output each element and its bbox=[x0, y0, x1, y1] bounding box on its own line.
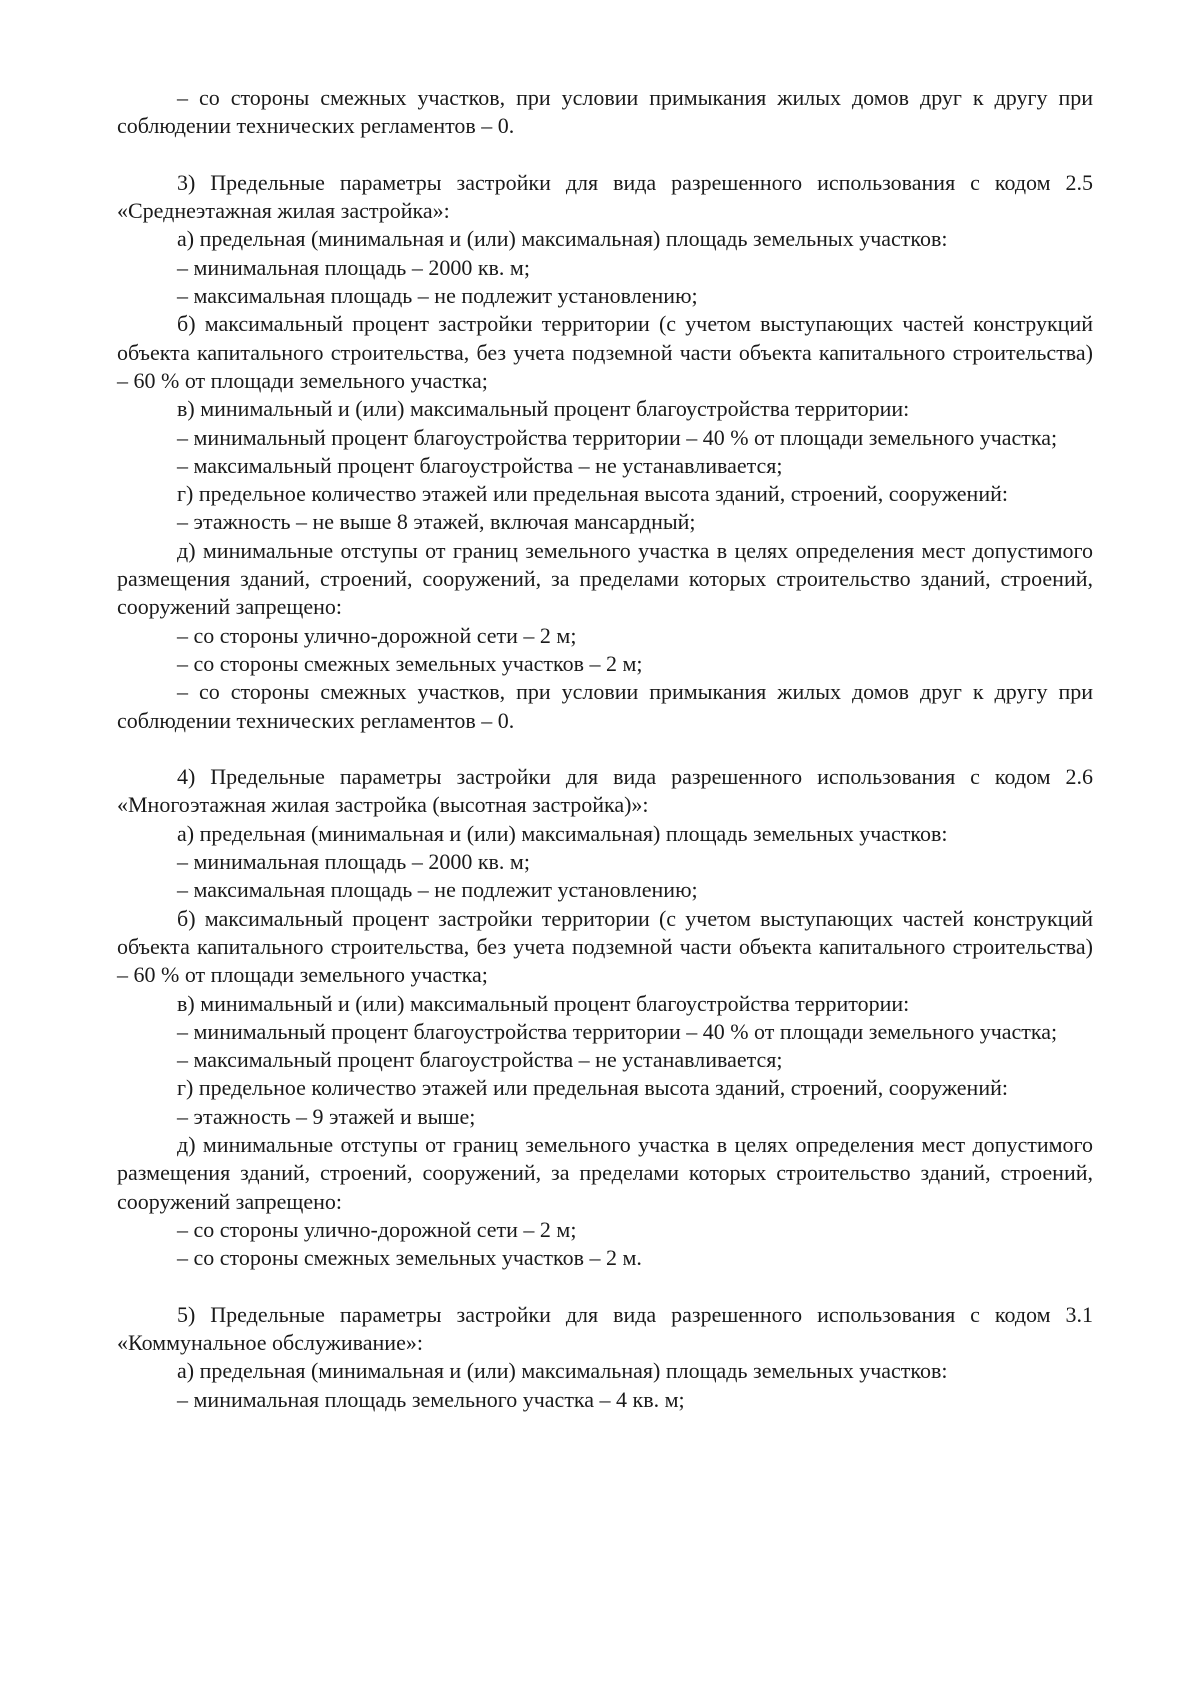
paragraph: в) минимальный и (или) максимальный процент благоустройства территории: bbox=[177, 396, 910, 422]
paragraph: – со стороны смежных участков, при условии примыкания жилых домов друг к другу при соблюдении технических регламентов – 0. bbox=[117, 85, 1093, 139]
paragraph-spacer bbox=[117, 735, 1093, 763]
paragraph: 3) Предельные параметры застройки для вида разрешенного использования с кодом 2.5 «Среднеэтажная жилая застройка»: bbox=[117, 169, 1093, 224]
paragraph: – минимальный процент благоустройства территории – 40 % от площади земельного участка; bbox=[177, 1018, 1058, 1044]
paragraph: – со стороны улично-дорожной сети – 2 м; bbox=[177, 622, 577, 648]
paragraph: – минимальный процент благоустройства территории – 40 % от площади земельного участка; bbox=[177, 424, 1058, 450]
paragraph: а) предельная (минимальная и (или) максимальная) площадь земельных участков: bbox=[177, 226, 948, 252]
paragraph: а) предельная (минимальная и (или) максимальная) площадь земельных участков: bbox=[177, 820, 948, 846]
paragraph: в) минимальный и (или) максимальный процент благоустройства территории: bbox=[177, 990, 910, 1016]
paragraph: а) предельная (минимальная и (или) максимальная) площадь земельных участков: bbox=[177, 1358, 948, 1384]
paragraph-spacer bbox=[117, 141, 1093, 169]
paragraph: – максимальная площадь – не подлежит установлению; bbox=[177, 877, 698, 903]
document-body bbox=[117, 84, 1093, 1414]
paragraph: г) предельное количество этажей или предельная высота зданий, строений, сооружений: bbox=[177, 481, 1008, 507]
paragraph: – этажность – 9 этажей и выше; bbox=[177, 1103, 476, 1129]
paragraph: – максимальная площадь – не подлежит установлению; bbox=[177, 283, 698, 309]
paragraph: – со стороны смежных участков, при условии примыкания жилых домов друг к другу при соблюдении технических регламентов – 0. bbox=[117, 679, 1093, 733]
paragraph: б) максимальный процент застройки территории (с учетом выступающих частей конструкций объекта капитального строительства, без учета подземной части объекта капитального строительства) – 60 % от площади земельного участка; bbox=[117, 311, 1093, 393]
paragraph: – максимальный процент благоустройства – не устанавливается; bbox=[177, 1047, 783, 1073]
paragraph: – со стороны улично-дорожной сети – 2 м; bbox=[177, 1216, 577, 1242]
paragraph: – со стороны смежных земельных участков – 2 м; bbox=[177, 650, 643, 676]
paragraph: – минимальная площадь земельного участка – 4 кв. м; bbox=[177, 1386, 685, 1412]
document-page bbox=[117, 84, 1093, 1414]
paragraph: 4) Предельные параметры застройки для вида разрешенного использования с кодом 2.6 «Многоэтажная жилая застройка (высотная застройка)»: bbox=[117, 764, 1093, 818]
paragraph-spacer bbox=[117, 1272, 1093, 1300]
paragraph: г) предельное количество этажей или предельная высота зданий, строений, сооружений: bbox=[177, 1075, 1008, 1101]
paragraph: – минимальная площадь – 2000 кв. м; bbox=[177, 849, 530, 875]
paragraph: – со стороны смежных земельных участков – 2 м. bbox=[177, 1245, 642, 1271]
paragraph: 5) Предельные параметры застройки для вида разрешенного использования с кодом 3.1 «Коммунальное обслуживание»: bbox=[117, 1301, 1093, 1356]
paragraph: – минимальная площадь – 2000 кв. м; bbox=[177, 254, 530, 280]
paragraph: – максимальный процент благоустройства – не устанавливается; bbox=[177, 452, 783, 478]
paragraph: – этажность – не выше 8 этажей, включая мансардный; bbox=[177, 509, 696, 535]
paragraph: д) минимальные отступы от границ земельного участка в целях определения мест допустимого размещения зданий, строений, сооружений, за пределами которых строительство зданий, строений, сооружений запрещено: bbox=[117, 537, 1093, 620]
paragraph: б) максимальный процент застройки территории (с учетом выступающих частей конструкций объекта капитального строительства, без учета подземной части объекта капитального строительства) – 60 % от площади земельного участка; bbox=[117, 905, 1093, 988]
paragraph: д) минимальные отступы от границ земельного участка в целях определения мест допустимого размещения зданий, строений, сооружений, за пределами которых строительство зданий, строений, сооружений запрещено: bbox=[117, 1131, 1093, 1214]
